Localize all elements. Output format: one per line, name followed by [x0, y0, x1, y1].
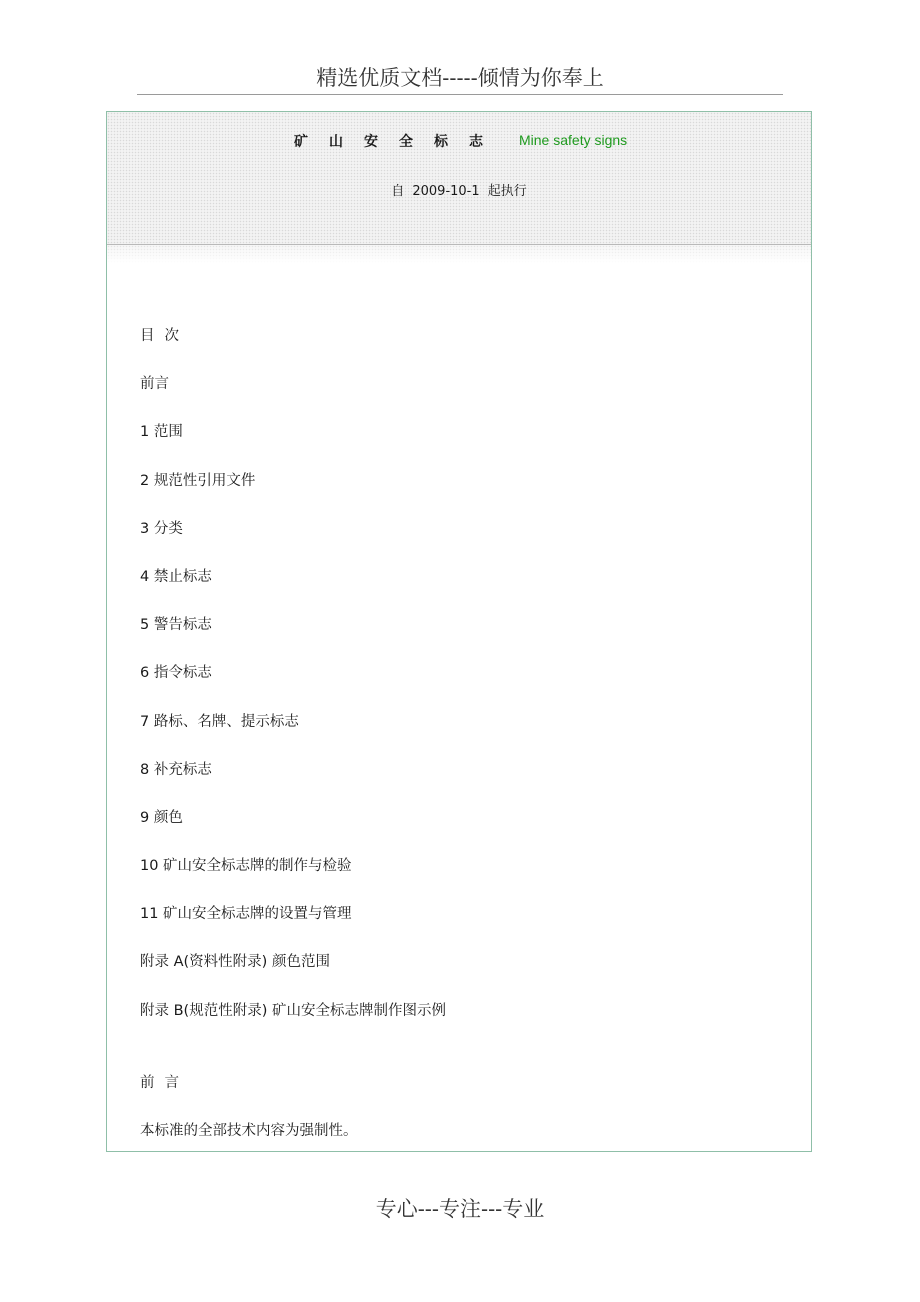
preface-heading: 前言 — [140, 1075, 189, 1091]
effective-date: 2009-10-1 — [412, 184, 480, 199]
toc-item: 8 补充标志 — [140, 761, 212, 778]
toc-item: 1 范围 — [140, 424, 183, 441]
document-title-english: Mine safety signs — [519, 132, 628, 148]
toc-item: 7 路标、名牌、提示标志 — [140, 713, 299, 730]
toc-item: 6 指令标志 — [140, 665, 212, 682]
banner-shadow-strip — [107, 245, 811, 263]
header-rule — [137, 94, 783, 95]
toc-item: 4 禁止标志 — [140, 568, 212, 585]
document-title: 矿山安全标志 — [294, 134, 504, 150]
toc-item: 5 警告标志 — [140, 617, 212, 634]
toc-item: 附录 A(资料性附录) 颜色范围 — [140, 954, 330, 971]
document-frame — [106, 111, 812, 1152]
toc-heading: 目次 — [140, 328, 189, 344]
toc-item: 11 矿山安全标志牌的设置与管理 — [140, 906, 352, 923]
effective-date-line — [107, 180, 811, 199]
toc-item: 10 矿山安全标志牌的制作与检验 — [140, 858, 352, 875]
toc-item: 9 颜色 — [140, 809, 183, 826]
toc-item: 3 分类 — [140, 520, 183, 537]
preface-body: 本标准的全部技术内容为强制性。 — [140, 1123, 358, 1139]
effective-suffix: 起执行 — [487, 184, 527, 199]
toc-item: 2 规范性引用文件 — [140, 472, 256, 489]
page-header: 精选优质文档-----倾情为你奉上 — [316, 66, 604, 90]
toc-item: 附录 B(规范性附录) 矿山安全标志牌制作图示例 — [140, 1002, 446, 1019]
toc-item: 前言 — [140, 376, 169, 393]
table-of-contents — [140, 326, 446, 1049]
effective-prefix: 自 — [391, 184, 405, 199]
title-banner — [107, 112, 811, 245]
page-footer: 专心---专注---专业 — [375, 1197, 545, 1221]
